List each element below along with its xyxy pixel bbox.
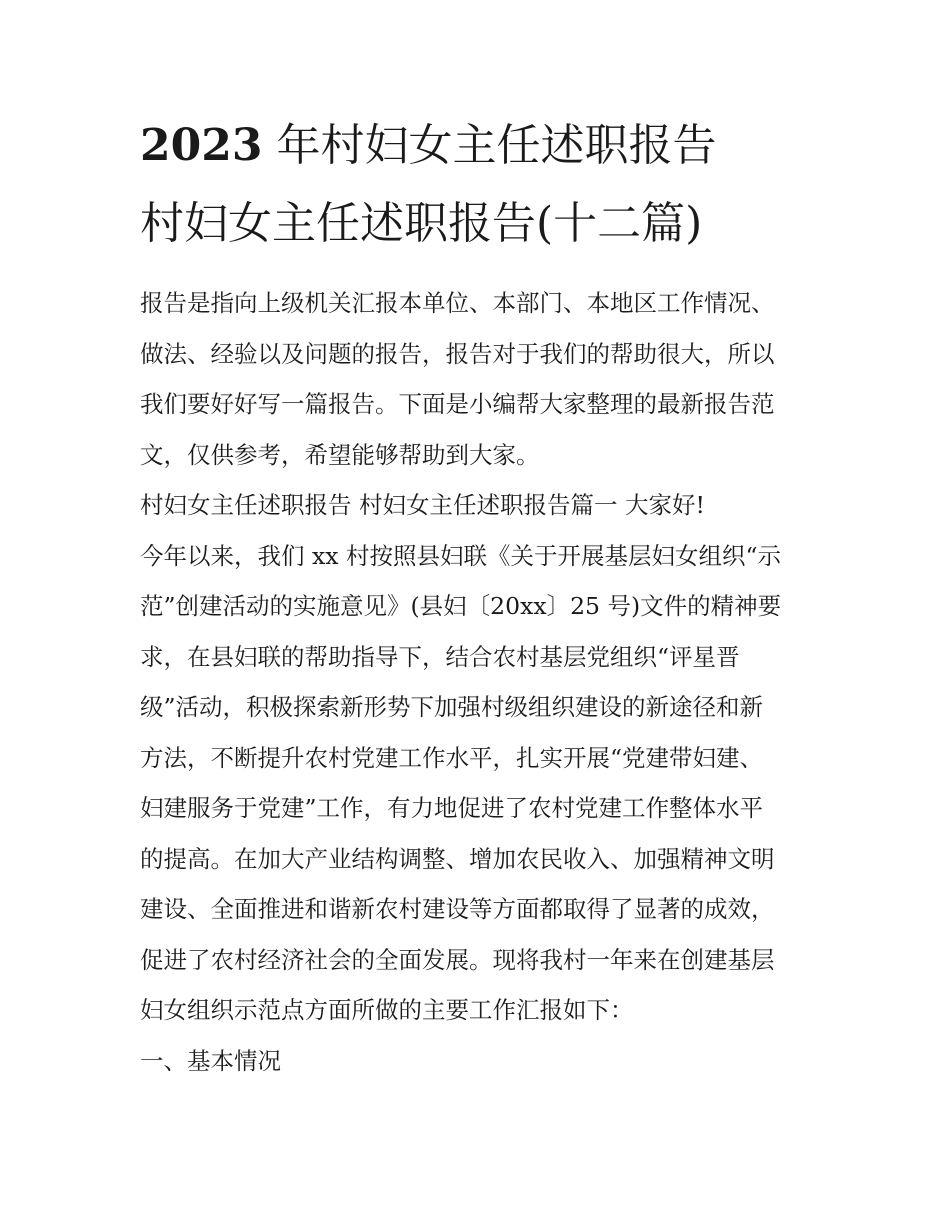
body-line: 做法、经验以及问题的报告，报告对于我们的帮助很大，所以 <box>140 339 775 368</box>
title-year: 2023 <box>140 120 263 171</box>
body-line: 文，仅供参考，希望能够帮助到大家。 <box>140 440 540 469</box>
body-line: 妇女组织示范点方面所做的主要工作汇报如下： <box>140 996 634 1024</box>
body-line: 级”活动，积极探索新形势下加强村级组织建设的新途径和新 <box>140 693 764 721</box>
body-line: 方法，不断提升农村党建工作水平，扎实开展“党建带妇建、 <box>140 743 764 772</box>
document-title-line-1 <box>140 118 716 174</box>
title-line-1-text: 年村妇女主任述职报告 <box>262 120 717 171</box>
body-line: 促进了农村经济社会的全面发展。现将我村一年来在创建基层 <box>140 945 775 974</box>
body-line: 我们要好好写一篇报告。下面是小编帮大家整理的最新报告范 <box>140 390 775 418</box>
body-line: 的提高。在加大产业结构调整、增加农民收入、加强精神文明 <box>140 844 775 873</box>
section-heading-line: 村妇女主任述职报告 村妇女主任述职报告篇一 大家好! <box>140 491 705 519</box>
document-body <box>140 278 812 1086</box>
body-line: 范”创建活动的实施意见》(县妇〔20xx〕25 号)文件的精神要 <box>140 592 782 620</box>
body-line: 今年以来，我们 xx 村按照县妇联《关于开展基层妇女组织“示 <box>140 541 781 570</box>
document-title-line-2: 村妇女主任述职报告(十二篇) <box>140 198 703 249</box>
body-line: 报告是指向上级机关汇报本单位、本部门、本地区工作情况、 <box>140 289 775 317</box>
section-heading-line: 一、基本情况 <box>140 1046 281 1075</box>
body-line: 建设、全面推进和谐新农村建设等方面都取得了显著的成效， <box>140 895 775 923</box>
body-line: 求，在县妇联的帮助指导下，结合农村基层党组织“评星晋 <box>140 642 740 671</box>
body-line: 妇建服务于党建”工作，有力地促进了农村党建工作整体水平 <box>140 794 764 822</box>
